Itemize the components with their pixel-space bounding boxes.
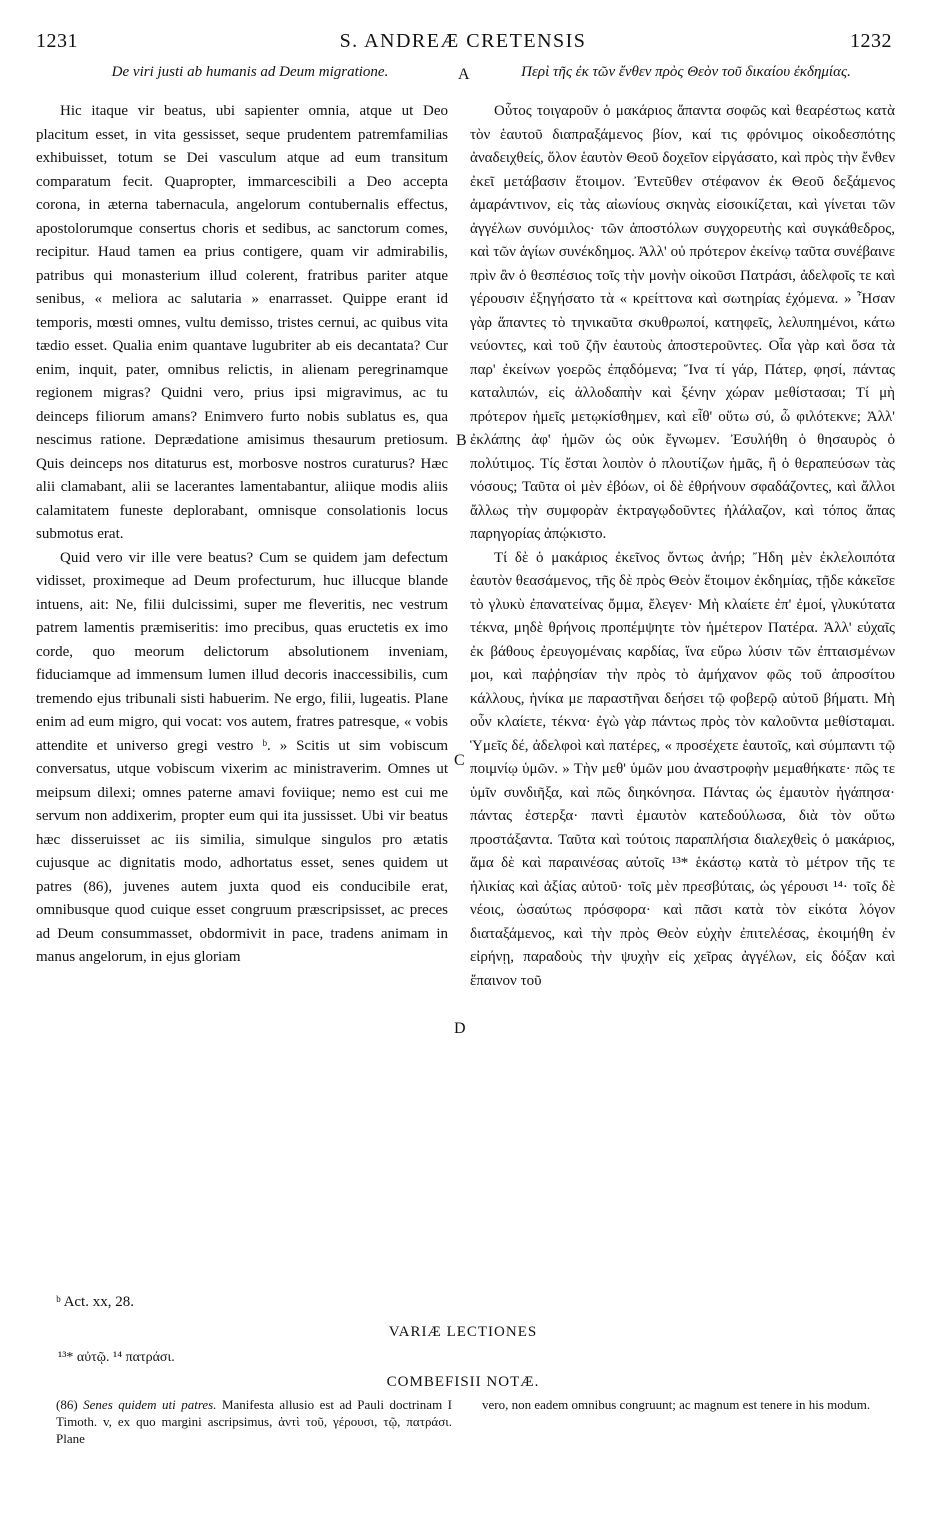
latin-paragraph: Hic itaque vir beatus, ubi sapienter omnia, atque ut Deo placitum esset, in vita gessisset, seque prudentem patremfamilias exhibuisset, totum se Dei vasculum atque ad eum transitum comparatum fecit. Quapropter, immarcescibili a Deo accepta corona, in æterna tabernacula, angelorum contubernalis effectus, apostolorumque consertus choris et sedibus, ac sanctorum comes, recipitur. Haud tamen ea prius contigere, quam vir admirabilis, patribus qui monasterium illud colerent, fratribus pariter atque senibus, « meliora ac salutaria » enarrasset. Quippe erant id temporis, mœsti omnes, vultu demisso, tristes cernui, ac quibus vita tædio esset. Qualia enim quantave lugubriter ab eis decantata? Cur enim, inquit, pater, omnibus relictis, in alienam peregrinamque regionem migras? Quidni vero, prius ipsi migravimus, ac tu deinceps filiorum amans? Enimvero furto nobis sublatus es, qua nescimus ratione. Deprædatione amisimus thesaurum pretiosum. Quis deinceps nos ditaturus est, morbosve nostros curaturus? Hæc alii clamabant, alii se lacerantes lamentabantur, aliique modis aliis calamitatem funeste deplorabant, omnisque consolationis locus submotus erat.	[36, 103, 448, 542]
latin-column	[36, 100, 448, 970]
margin-letter-a: A	[458, 66, 470, 83]
column-number-right: 1232	[850, 30, 892, 52]
note-number: (86)	[56, 1397, 78, 1412]
greek-section-title: Περὶ τῆς ἐκ τῶν ἔνθεν πρὸς Θεὸν τοῦ δικαίου ἐκδημίας.	[521, 64, 851, 80]
margin-letter-d: D	[454, 1020, 466, 1037]
column-number-left: 1231	[36, 30, 78, 52]
running-title: S. ANDREÆ CRETENSIS	[339, 30, 587, 52]
varia-lectiones-heading: VARIÆ LECTIONES	[388, 1324, 538, 1340]
greek-paragraph: Οὗτος τοιγαροῦν ὁ μακάριος ἅπαντα σοφῶς καὶ θεαρέστως κατὰ τὸν ἑαυτοῦ διαπραξάμενος βίον, καί τις φρόνιμος οἰκοδεσπότης ἀναδειχθείς, ὅλον ἑαυτὸν Θεοῦ δοχεῖον εἰργάσατο, καὶ πρὸς τὴν ἔνθεν ἐκεῖ μετάβασιν ἕτοιμον. Ἐντεῦθεν στέφανον ἐκ Θεοῦ δεξάμενος ἀμαράντινον, εἰς τὰς αἰωνίους σκηνὰς εἰσοικίζεται, καὶ γίνεται τῶν ἀγγέλων συνόμιλος· τῶν ἀποστόλων συγχορευτὴς καὶ συγκάθεδρος, καὶ τῶν ἁγίων συνέκδημος. Ἀλλ' οὐ πρότερον ἐκείνῳ ταῦτα συνέβαινε πρὶν ἂν ὁ θεσπέσιος τοῖς τὴν μονὴν οἰκοῦσι Πατράσι, ἀδελφοῖς τε καὶ γέρουσιν ἐξηγήσατο τὰ « κρείττονα καὶ σωτηρίας ἐχόμενα. » Ἦσαν γὰρ ἅπαντες τὸ τηνικαῦτα σκυθρωποί, κατηφεῖς, λελυπημένοι, κάτω νεύοντες, καὶ τοῦ ζῆν ἑαυτοὺς ἀποστεροῦντες. Οἷα γὰρ καὶ ὅσα τὰ παρ' ἐκείνων γοερῶς ἐπᾳδόμενα; Ἵνα τί γάρ, Πάτερ, φησί, πάντας καταλιπών, εἰς ἀλλοδαπὴν καὶ ξένην χώραν μεθίστασαι; Τί μὴ πρότερον ἡμεῖς μετῳκίσθημεν, καὶ εἶθ' οὕτω σύ, ὦ φιλότεκνε; Ἀλλ' ἐκλάπης ἀφ' ἡμῶν ὡς οὐκ ἔγνωμεν. Ἐσυλήθη ὁ θησαυρὸς ὁ πολύτιμος. Τίς ἔσται λοιπὸν ὁ πλουτίζων ἡμᾶς, ἢ ὁ θεραπεύσων τὰς νόσους; Ταῦτα οἱ μὲν ἐβόων, οἱ δὲ ἐθρήνουν σφαδάζοντες, καὶ ἄλλοι ἄλλως τὴν συμφορὰν ἐκτραγῳδοῦντες ἠλάλαζον, καὶ τόπος ἅπας παρηγορίας ἀπῴκιστο.	[470, 103, 895, 542]
varia-lectiones-text: ¹³* αὐτῷ. ¹⁴ πατράσι.	[58, 1350, 175, 1365]
notae-heading: COMBEFISII NOTÆ.	[386, 1374, 540, 1390]
latin-paragraph: Quid vero vir ille vere beatus? Cum se quidem jam defectum vidisset, proximeque ad Deum profecturum, huc illucque blande intuens, ait: Ne, filii dulcissimi, super me fleveritis, nec vestrum patrem lamentis præmiseritis: imo precibus, quas eructetis ex imo corde, quo meorum delictorum absolutionem inveniam, fiduciamque ad immensum lumen illud decoris inaccessibilis, cum tremendo ejus tribunali sisti habuerim. Ne ergo, filii, lugeatis. Plane enim ad eum migro, qui vocat: vos autem, fratres patresque, « vobis attendite et universo gregi vestro ᵇ. » Scitis ut sim vobiscum conversatus, utque vobiscum vixerim ac ministraverim. Omnes ut meipsum dilexi; omnes paterne amavi foviique; nemo est cui me servum non addixerim, propter eum qui ita jussisset. Ubi vir beatus hæc disseruisset ac iis similia, simulque singulos pro ætatis cujusque ac dignitatis modo, adhortatus esset, senes quidem ut patres (86), juvenes autem juxta quod eis conducibile erat, omnibusque quod cuique esset congruum præscripsisset, ac preces ad Deum consummasset, obdormivit in pace, tradens animam in manus angelorum, in ejus gloriam	[36, 549, 448, 965]
latin-section-title: De viri justi ab humanis ad Deum migratione.	[111, 64, 389, 80]
scripture-footnote: ᵇ Act. xx, 28.	[56, 1294, 134, 1310]
margin-letter-b: B	[456, 432, 467, 449]
note-lemma: Senes quidem uti patres.	[83, 1397, 217, 1412]
margin-letter-c: C	[454, 752, 465, 769]
greek-paragraph: Τί δὲ ὁ μακάριος ἐκεῖνος ὄντως ἀνήρ; Ἤδη μὲν ἐκλελοιπότα ἑαυτὸν θεασάμενος, τῆς δὲ πρὸς Θεὸν ἕτοιμον ἐκδημίας, τῇδε κἀκεῖσε τὸ γλυκὺ ἐπανατείνας ὄμμα, ἔλεγεν· Μὴ κλαίετε ἐπ' ἐμοί, γλυκύτατα τέκνα, μηδὲ θρήνοις προπέμψητε τὸν ἡμέτερον Πατέρα. Ἀλλ' εὐχαῖς ἐκ βάθους ἐρευγομέναις καρδίας, ἵνα εὕρω λύσιν τῶν ἐπταισμένων μοι, καὶ παῤῥησίαν τὴν πρὸς τὸ ἀμήχανον φῶς τοῦ ἀπροσίτου κάλλους, ἡνίκα με παραστῆναι δεήσει τῷ φοβερῷ αὐτοῦ βήματι. Μὴ οὖν κλαίετε, τέκνα· ἐγὼ γὰρ πάντως πρὸς τὸν καλοῦντα μεθίσταμαι. Ὑμεῖς δέ, ἀδελφοὶ καὶ πατέρες, « προσέχετε ἑαυτοῖς, καὶ σύμπαντι τῷ ποιμνίῳ ὑμῶν. » Τὴν μεθ' ὑμῶν μου ἀναστροφὴν μεμαθήκατε· πῶς τε ὑμῖν συνδιῆξα, καὶ πῶς διηκόνησα. Πάντας ὡς ἐμαυτὸν ἠγάπησα· πάντας ἐστερξα· παντὶ ἐμαυτὸν κατεδούλωσα, διὰ τὸν οὕτω προστάξαντα. Ταῦτα καὶ τούτοις παραπλήσια διαλεχθεὶς ὁ μακάριος, ἅμα δὲ καὶ παραινέσας αὐτοῖς ¹³* ἑκάστῳ κατὰ τὸ μέτρον τῆς τε ἡλικίας καὶ ἀξίας αὐτοῦ· τοῖς μὲν πρεσβύταις, ὡς γέρουσι ¹⁴· τοῖς δὲ νέοις, ὡσαύτως πρόσφορα· καὶ πᾶσι κατὰ τὸν εἰκότα λόγον διαταξάμενος, καὶ τὴν πρὸς Θεὸν εὐχὴν ἐπιτελέσας, ἐκοιμήθη ἐν εἰρήνῃ, παραδοὺς τὴν ψυχὴν εἰς χεῖρας ἀγγέλων, εἰς δόξαν καὶ ἔπαινον τοῦ	[470, 549, 895, 989]
note-text-left: Manifesta allusio est ad Pauli doctrinam I Timoth. v, ex quo margini ascripsimus, ἀντὶ τοῦ, γέρουσι, τῷ, πατράσι. Plane	[56, 1397, 452, 1446]
note-86-left	[56, 1396, 452, 1447]
greek-column	[470, 100, 895, 993]
note-86-right: vero, non eadem omnibus congruunt; ac magnum est tenere in his modum.	[482, 1397, 871, 1412]
